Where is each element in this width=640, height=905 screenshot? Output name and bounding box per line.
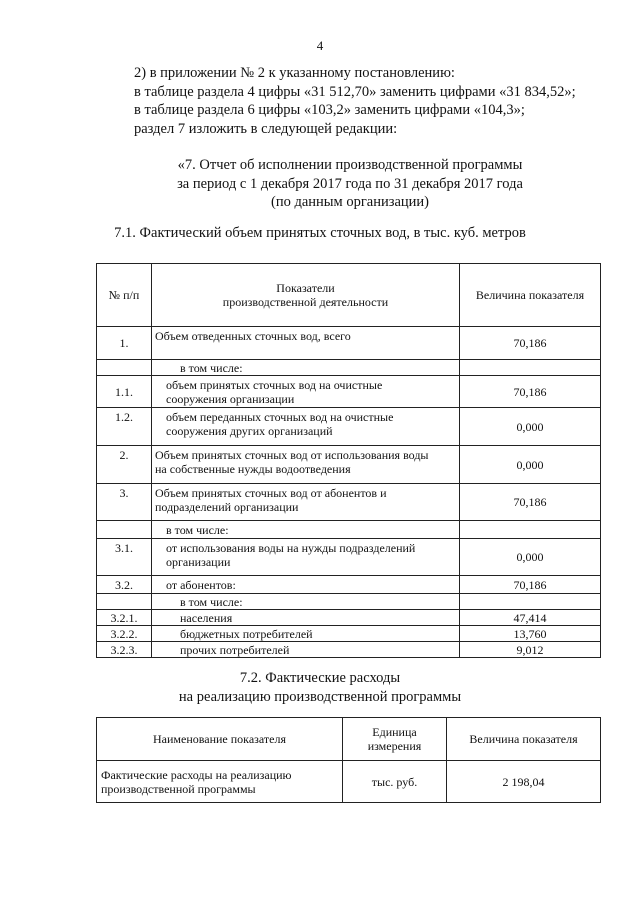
row-num: 3.2.1. [97,610,152,626]
row-num: 1. [97,327,152,360]
heading-line: за период с 1 декабря 2017 года по 31 декабря 2017 года [177,175,523,192]
section-7-heading [150,156,550,212]
row-value: 70,186 [460,376,601,408]
intro-line: в таблице раздела 4 цифры «31 512,70» заменить цифрами «31 834,52»; [134,83,576,100]
intro-line: раздел 7 изложить в следующей редакции: [134,120,398,137]
row-value: 70,186 [460,327,601,360]
indicator-line: на собственные нужды водоотведения [155,462,351,476]
header-value: Величина показателя [447,718,601,761]
header-indicator-line: производственной деятельности [222,295,389,309]
intro-line: в таблице раздела 6 цифры «103,2» заменить цифрами «104,3»; [134,102,525,118]
header-value: Величина показателя [460,264,601,327]
indicator-line: сооружения других организаций [166,424,333,438]
table-row [97,408,601,446]
row-indicator [152,539,460,576]
row-indicator: в том числе: [152,594,460,610]
row-value [460,521,601,539]
row-value: 13,760 [460,626,601,642]
section-7-1-title: 7.1. Фактический объем принятых сточных вод, в тыс. куб. метров [114,225,526,241]
header-indicator-line: Показатели [276,281,335,295]
row-value [460,360,601,376]
row-indicator: в том числе: [152,360,460,376]
row-num: 3.2.2. [97,626,152,642]
indicator-line: Объем принятых сточных вод от абонентов и [155,486,387,500]
row-indicator [152,376,460,408]
row-num: 1.1. [97,376,152,408]
row-indicator: от абонентов: [152,576,460,594]
row-value: 9,012 [460,642,601,658]
indicator-line: объем переданных сточных вод на очистные [166,410,394,424]
section-7-2-line: на реализацию производственной программы [178,689,462,705]
row-value [460,594,601,610]
row-num: 3.1. [97,539,152,576]
table-header-row [97,264,601,327]
row-num: 1.2. [97,408,152,446]
row-num: 2. [97,446,152,484]
row-num [97,594,152,610]
table-row [97,327,601,360]
row-value: 0,000 [460,539,601,576]
table-row [97,360,601,376]
header-unit-line: измерения [367,739,422,753]
intro-line: 2) в приложении № 2 к указанному постановлению: [134,65,455,81]
intro-text [134,64,576,138]
row-num: 3.2. [97,576,152,594]
heading-line: (по данным организации) [270,194,429,210]
row-name-line: Фактические расходы на реализацию [101,767,292,782]
indicator-line: от использования воды на нужды подразделений [166,541,416,555]
section-7-2-line: 7.2. Фактические расходы [239,670,401,686]
table-row [97,376,601,408]
table-row [97,521,601,539]
table-row [97,761,601,803]
indicator-line: Объем принятых сточных вод от использования воды [155,448,429,462]
row-indicator: бюджетных потребителей [152,626,460,642]
row-indicator: Объем отведенных сточных вод, всего [152,327,460,360]
table-row [97,594,601,610]
header-name: Наименование показателя [97,718,343,761]
header-indicator [152,264,460,327]
table-header-row [97,718,601,761]
section-7-2-title [0,669,640,707]
row-name [97,761,343,803]
row-value: 70,186 [460,576,601,594]
heading-line: «7. Отчет об исполнении производственной программы [177,157,523,173]
row-num: 3. [97,484,152,521]
wastewater-volume-table [96,263,601,658]
indicator-line: объем принятых сточных вод на очистные [166,377,383,392]
row-indicator: прочих потребителей [152,642,460,658]
row-num: 3.2.3. [97,642,152,658]
row-indicator: в том числе: [152,521,460,539]
header-unit [343,718,447,761]
indicator-line: подразделений организации [155,500,299,514]
table-row [97,484,601,521]
table-row [97,642,601,658]
row-value: 0,000 [460,446,601,484]
expenses-table [96,717,601,803]
table-row [97,626,601,642]
row-indicator [152,446,460,484]
row-indicator [152,408,460,446]
row-value: 2 198,04 [447,761,601,803]
row-num [97,360,152,376]
header-unit-line: Единица [372,725,417,739]
table-row [97,610,601,626]
row-value: 0,000 [460,408,601,446]
row-indicator: населения [152,610,460,626]
page-number: 4 [316,38,324,53]
row-indicator [152,484,460,521]
indicator-line: организации [166,555,231,569]
header-num: № п/п [97,264,152,327]
row-value: 47,414 [460,610,601,626]
indicator-line: сооружения организации [166,391,295,406]
table-row [97,446,601,484]
table-row [97,576,601,594]
row-value: 70,186 [460,484,601,521]
row-unit: тыс. руб. [343,761,447,803]
row-num [97,521,152,539]
row-name-line: производственной программы [101,781,256,796]
table-row [97,539,601,576]
